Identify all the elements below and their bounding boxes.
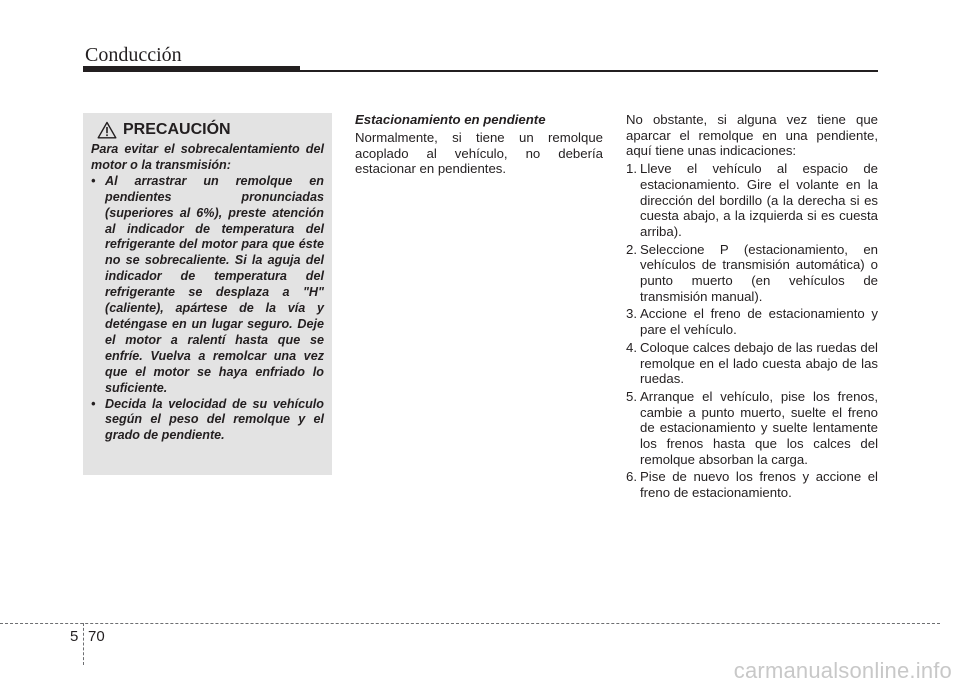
sub-heading: Estacionamiento en pendiente	[355, 112, 546, 127]
step-text: Accione el freno de estacionamiento y pare el vehículo.	[640, 306, 878, 338]
footer-dashed-divider	[83, 623, 84, 665]
step-text: Arranque el vehículo, pise los frenos, cambie a punto muerto, suelte el freno de estacionamiento y suelte lentamente los frenos hasta que los calces del remolque absorban la carga.	[640, 388, 878, 467]
step-text: Pise de nuevo los frenos y accione el freno de estacionamiento.	[640, 469, 878, 501]
watermark: carmanualsonline.info	[733, 658, 952, 683]
warning-triangle-icon	[97, 121, 117, 139]
footer-dashed-rule	[0, 623, 940, 624]
step-item	[626, 242, 878, 305]
header-rule-thin	[300, 70, 878, 72]
caution-list	[91, 174, 324, 444]
middle-paragraph: Normalmente, si tiene un remolque acoplado al vehículo, no debería estacionar en pendientes.	[355, 130, 603, 177]
bullet: •	[91, 173, 96, 188]
step-text: Coloque calces debajo de las ruedas del remolque en el lado cuesta abajo de las ruedas.	[640, 339, 878, 387]
step-item	[626, 340, 878, 387]
step-number: 3.	[626, 306, 637, 322]
caution-header	[91, 121, 324, 139]
bullet: •	[91, 396, 96, 411]
right-column	[626, 112, 878, 501]
header-rule-thick	[83, 66, 300, 72]
step-number: 1.	[626, 161, 637, 177]
step-number: 5.	[626, 388, 637, 404]
caution-item-text: Decida la velocidad de su vehículo según el peso del remolque y el grado de pendiente.	[105, 396, 324, 443]
right-intro: No obstante, si alguna vez tiene que aparcar el remolque en una pendiente, aquí tiene unas indicaciones:	[626, 112, 878, 159]
step-text: Lleve el vehículo al espacio de estacionamiento. Gire el volante en la dirección del bordillo (a la derecha si es cuesta abajo, a la izquierda si es cuesta arriba).	[640, 161, 878, 239]
caution-title: PRECAUCIÓN	[123, 121, 231, 138]
step-item	[626, 389, 878, 468]
step-item	[626, 306, 878, 337]
page-number: 70	[88, 628, 105, 645]
step-item	[626, 469, 878, 500]
step-number: 4.	[626, 339, 637, 355]
steps-list	[626, 161, 878, 501]
step-number: 6.	[626, 469, 637, 485]
caution-item	[91, 397, 324, 445]
step-text: Seleccione P (estacionamiento, en vehículos de transmisión automática) o punto muerto (en vehículos de transmisión manual).	[640, 241, 878, 304]
caution-box	[83, 113, 332, 475]
caution-intro: Para evitar el sobrecalentamiento del motor o la transmisión:	[91, 142, 324, 172]
step-item	[626, 161, 878, 240]
chapter-number: 5	[70, 628, 79, 645]
middle-column	[355, 112, 603, 177]
step-number: 2.	[626, 241, 637, 257]
section-title: Conducción	[85, 44, 182, 66]
caution-item	[91, 174, 324, 397]
caution-item-text: Al arrastrar un remolque en pendientes pronunciadas (superiores al 6%), preste atención al indicador de temperatura del refrigerante del motor para que éste no se sobrecaliente. Si la aguja del indicador de temperatura del refrigerante se desplaza a "H" (caliente), apártese de la vía y deténgase en un lugar seguro. Deje el motor a ralentí hasta que se enfríe. Vuelva a remolcar una vez que el motor se haya enfriado lo suficiente.	[105, 173, 324, 395]
